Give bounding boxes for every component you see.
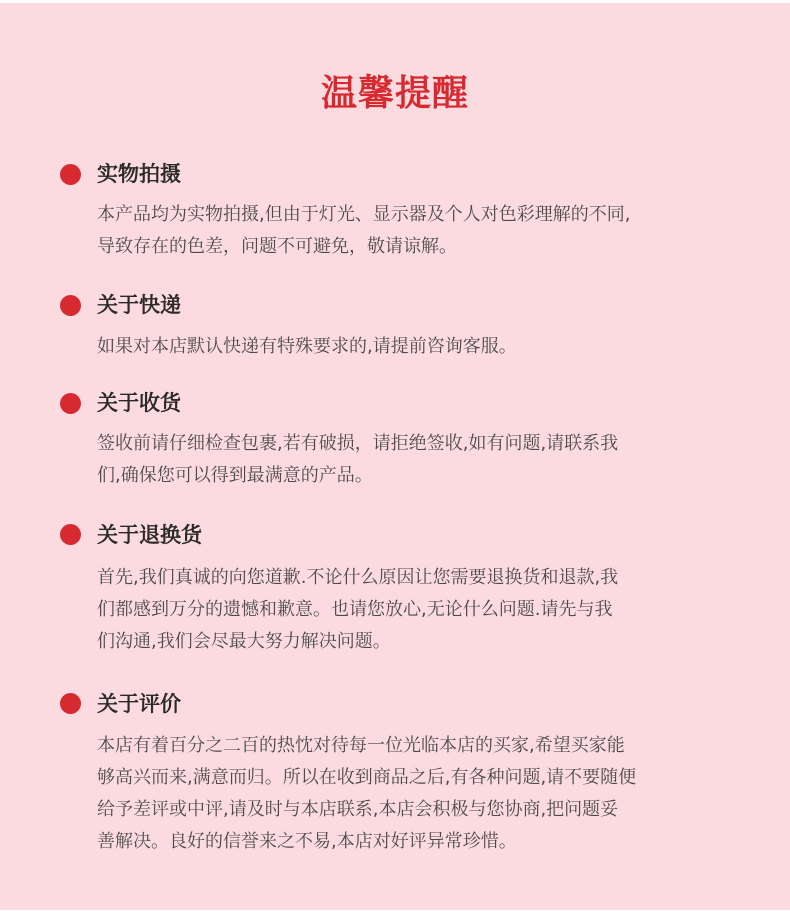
bullet-icon (60, 295, 81, 316)
section-heading: 实物拍摄 (97, 162, 181, 186)
notice-panel (0, 3, 790, 910)
bullet-icon (60, 693, 81, 714)
section-text-line: 们都感到万分的遗憾和歉意。也请您放心,无论什么问题.请先与我 (97, 599, 613, 620)
section-heading: 关于收货 (97, 391, 181, 415)
section-text-line: 本店有着百分之二百的热忱对待每一位光临本店的买家,希望买家能 (97, 735, 625, 756)
section-text-line: 们沟通,我们会尽最大努力解决问题。 (97, 631, 391, 652)
section-text-line: 签收前请仔细检查包裹,若有破损，请拒绝签收,如有问题,请联系我 (97, 433, 619, 454)
section-text-line: 善解决。良好的信誉来之不易,本店对好评异常珍惜。 (97, 831, 517, 852)
section-text-line: 给予差评或中评,请及时与本店联系,本店会积极与您协商,把问题妥 (97, 799, 619, 820)
page-title: 温馨提醒 (320, 73, 469, 114)
section-text-line: 本产品均为实物拍摄,但由于灯光、显示器及个人对色彩理解的不同, (97, 204, 631, 225)
section-heading: 关于评价 (97, 692, 181, 716)
bullet-icon (60, 164, 81, 185)
section-heading: 关于快递 (97, 293, 181, 317)
section-text-line: 首先,我们真诚的向您道歉.不论什么原因让您需要退换货和退款,我 (97, 567, 619, 588)
section-text-line: 们,确保您可以得到最满意的产品。 (97, 465, 373, 486)
section-text-line: 如果对本店默认快递有特殊要求的,请提前咨询客服。 (97, 336, 517, 357)
section-text-line: 够高兴而来,满意而归。所以在收到商品之后,有各种问题,请不要随便 (97, 767, 637, 788)
section-text-line: 导致存在的色差，问题不可避免，敬请谅解。 (97, 236, 457, 257)
bullet-icon (60, 393, 81, 414)
bullet-icon (60, 524, 81, 545)
section-heading: 关于退换货 (97, 523, 202, 547)
